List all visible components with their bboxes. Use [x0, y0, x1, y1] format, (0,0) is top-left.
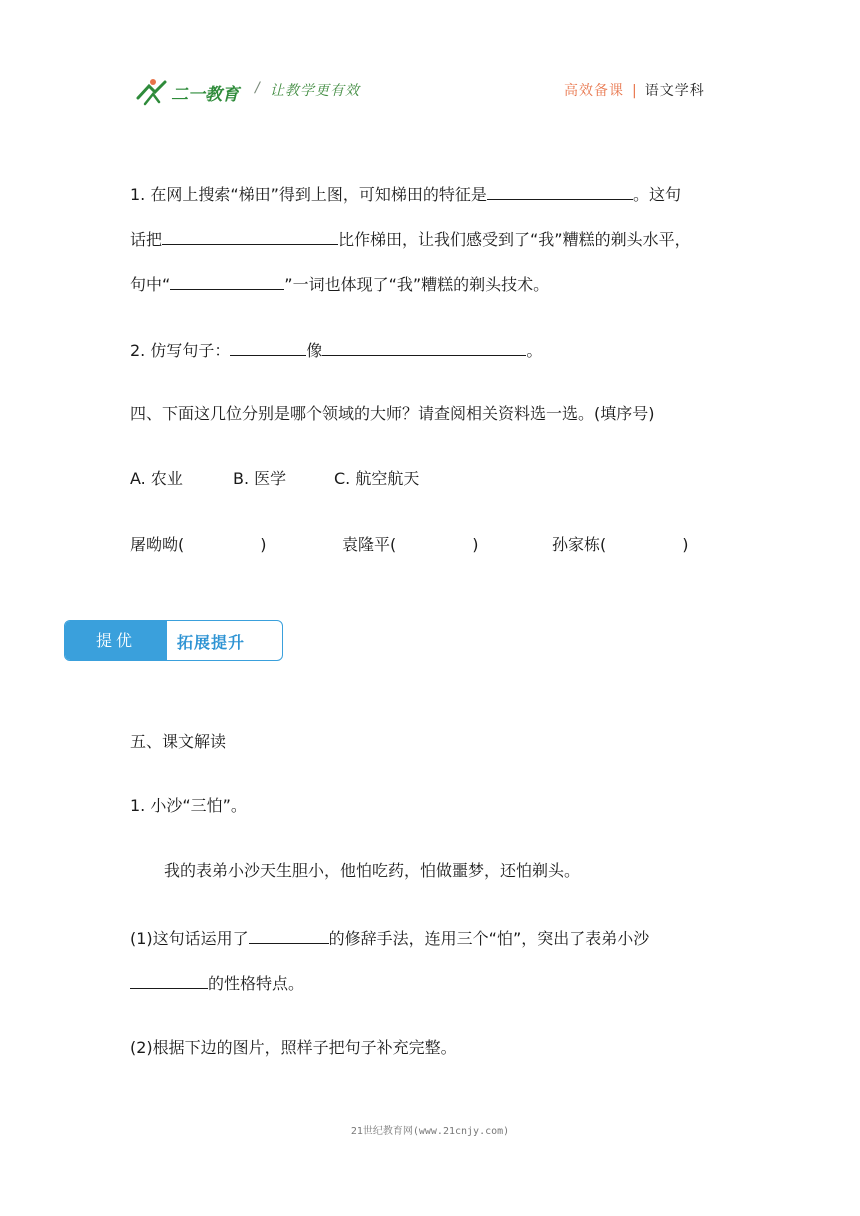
p1-text: 的性格特点。: [208, 974, 305, 993]
option-a: A. 农业: [130, 469, 183, 488]
badge-right-label: 拓展提升: [177, 633, 246, 652]
person-name: 屠呦呦: [130, 535, 179, 554]
header-divider: |: [632, 83, 637, 99]
answer-blank[interactable]: [130, 972, 208, 989]
slogan-separator: /: [255, 80, 260, 96]
q1-text: 话把: [130, 230, 163, 249]
options-row: [130, 469, 419, 489]
q2-text: 像: [306, 341, 323, 360]
section4-title: 四、下面这几位分别是哪个领域的大师？请查阅相关资料选一选。(填序号): [130, 404, 655, 423]
q1-text: 1. 在网上搜索“梯田”得到上图，可知梯田的特征是: [130, 185, 487, 204]
page-header: [0, 72, 860, 112]
answer-blank[interactable]: [162, 228, 338, 245]
p2-line: (2)根据下边的图片，照样子把句子补充完整。: [130, 1038, 457, 1057]
footer: 21世纪教育网(www.21cnjy.com): [350, 1126, 510, 1137]
answer-blank[interactable]: [230, 339, 306, 356]
q1-text: 比作梯田，让我们感受到了“我”糟糕的剃头水平，: [338, 230, 691, 249]
answer-parentheses[interactable]: ( ): [600, 535, 689, 554]
section5-title: 五、课文解读: [130, 732, 227, 751]
course-label: 高效备课: [564, 83, 624, 99]
q1-line-2: [130, 228, 691, 250]
p1-text: (1)这句话运用了: [130, 929, 249, 948]
svg-text:二一教育: 二一教育: [171, 85, 239, 105]
p1-line-1: [130, 927, 649, 949]
answer-blank[interactable]: [487, 183, 633, 200]
person-item: [342, 535, 479, 555]
header-right: [564, 80, 705, 100]
person-name: 孙家栋: [552, 535, 601, 554]
p1-text: 的修辞手法，连用三个“怕”，突出了表弟小沙: [328, 929, 650, 948]
answer-blank[interactable]: [170, 273, 284, 290]
section-badge: [64, 620, 283, 661]
q2-text: 2. 仿写句子：: [130, 341, 231, 360]
q1-text: 。这句: [632, 185, 681, 204]
q1-line-1: [130, 183, 681, 205]
q2-text: 。: [526, 341, 543, 360]
q2-line: [130, 339, 542, 361]
person-item: [552, 535, 689, 555]
slogan: 让教学更有效: [270, 83, 360, 99]
q1-text: 句中“: [130, 275, 171, 294]
subject-label: 语文学科: [644, 83, 705, 99]
answer-blank[interactable]: [322, 339, 526, 356]
passage: 我的表弟小沙天生胆小，他怕吃药，怕做噩梦，还怕剃头。: [164, 861, 581, 880]
q1-text: ”一词也体现了“我”糟糕的剃头技术。: [284, 275, 550, 294]
person-name: 袁隆平: [342, 535, 391, 554]
badge-left-label: 提优: [65, 621, 167, 660]
option-c: C. 航空航天: [334, 469, 420, 488]
answer-parentheses[interactable]: ( ): [390, 535, 479, 554]
logo: [135, 76, 245, 108]
section5-sub1: 1. 小沙“三怕”。: [130, 796, 247, 815]
option-b: B. 医学: [233, 469, 287, 488]
p1-line-2: [130, 972, 304, 994]
person-item: [130, 535, 267, 555]
answer-blank[interactable]: [249, 927, 329, 944]
q1-line-3: [130, 273, 549, 295]
answer-parentheses[interactable]: ( ): [178, 535, 267, 554]
